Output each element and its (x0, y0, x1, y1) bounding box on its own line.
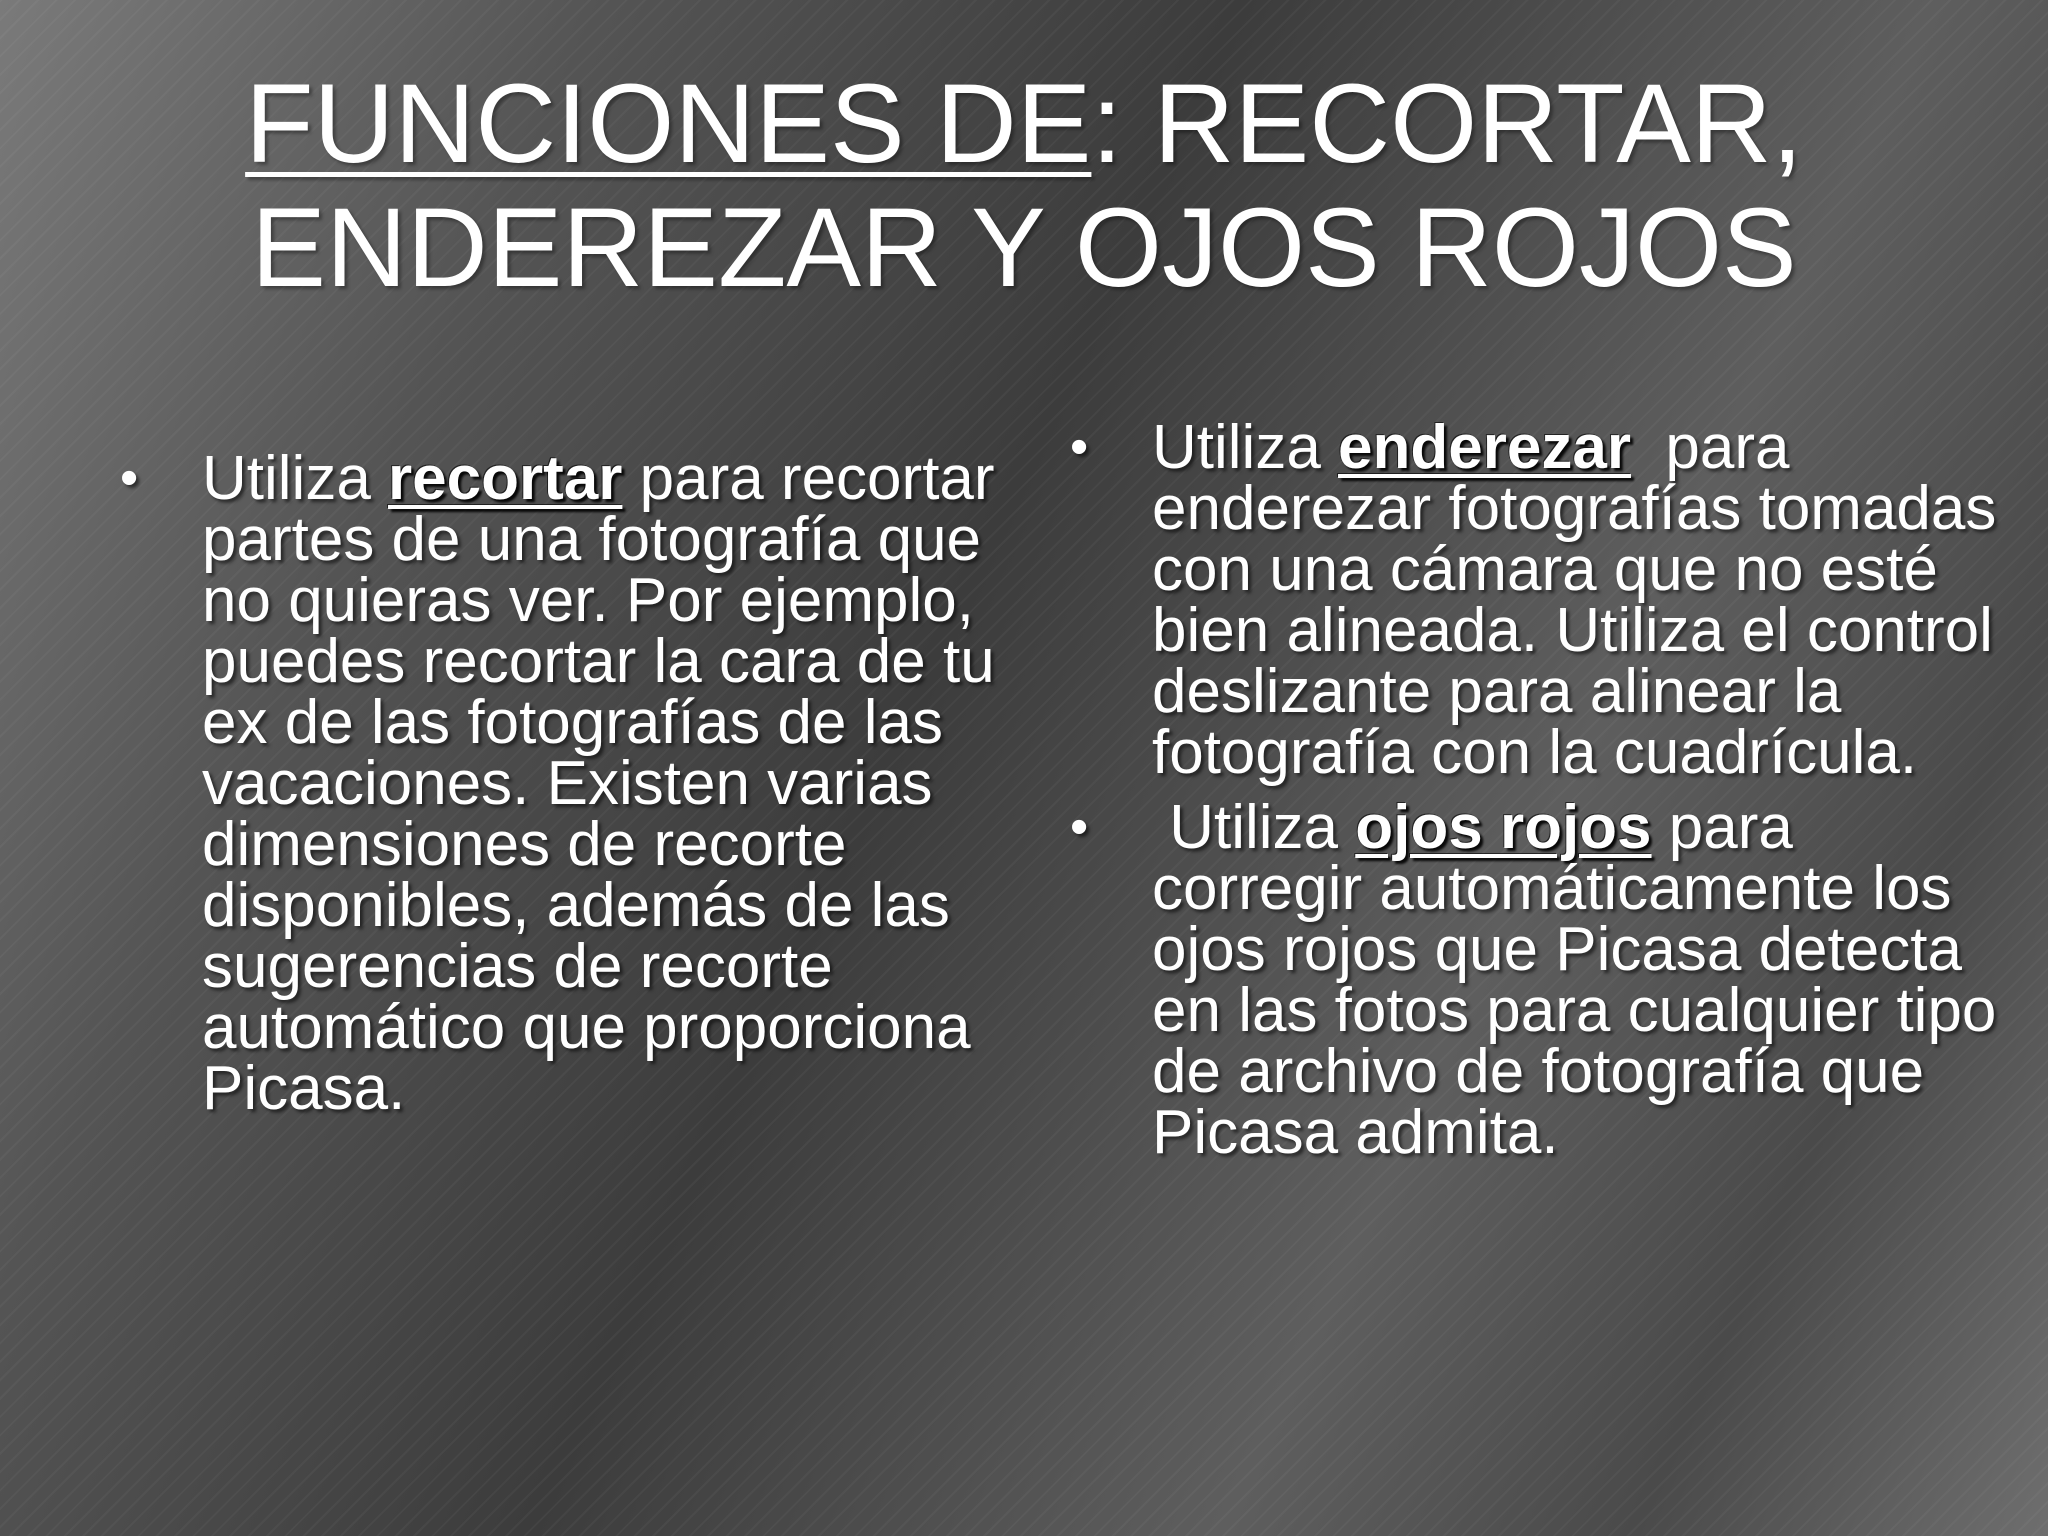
keyword-enderezar: enderezar (1338, 413, 1631, 482)
bullet-ojos-rojos (1070, 793, 2000, 1167)
keyword-ojos-rojos: ojos rojos (1355, 793, 1652, 862)
bullet-recortar (120, 444, 1000, 1123)
bullet-dot: • (120, 449, 139, 507)
bullet-text-before: Utiliza (1152, 793, 1356, 862)
bullet-dot: • (1070, 418, 1089, 476)
left-column (120, 444, 1000, 1133)
bullet-enderezar (1070, 413, 2014, 787)
bullet-dot: • (1070, 798, 1089, 856)
slide-title-underlined: FUNCIONES DE (245, 61, 1092, 186)
bullet-text-before: Utiliza (1152, 413, 1339, 482)
keyword-recortar: recortar (388, 444, 623, 513)
slide-title (0, 62, 2048, 310)
slide-title-rest: : RECORTAR, ENDEREZAR Y OJOS ROJOS (251, 61, 1803, 310)
right-column (1070, 413, 2014, 1177)
bullet-text-before: Utiliza (202, 444, 389, 513)
bullet-text-after: para enderezar fotografías tomadas con una cámara que no esté bien alineada. Utiliza el control deslizante para alinear la fotografía con la cuadrícula. (1152, 413, 2014, 787)
bullet-text-after: para corregir automáticamente los ojos rojos que Picasa detecta en las fotos para cualquier tipo de archivo de fotografía que Picasa admita. (1152, 793, 1997, 1167)
bullet-text-after: para recortar partes de una fotografía que no quieras ver. Por ejemplo, puedes recortar la cara de tu ex de las fotografías de las vacaciones. Existen varias dimensiones de recorte disponibles, además de las sugerencias de recorte automático que proporciona Picasa. (202, 444, 995, 1123)
